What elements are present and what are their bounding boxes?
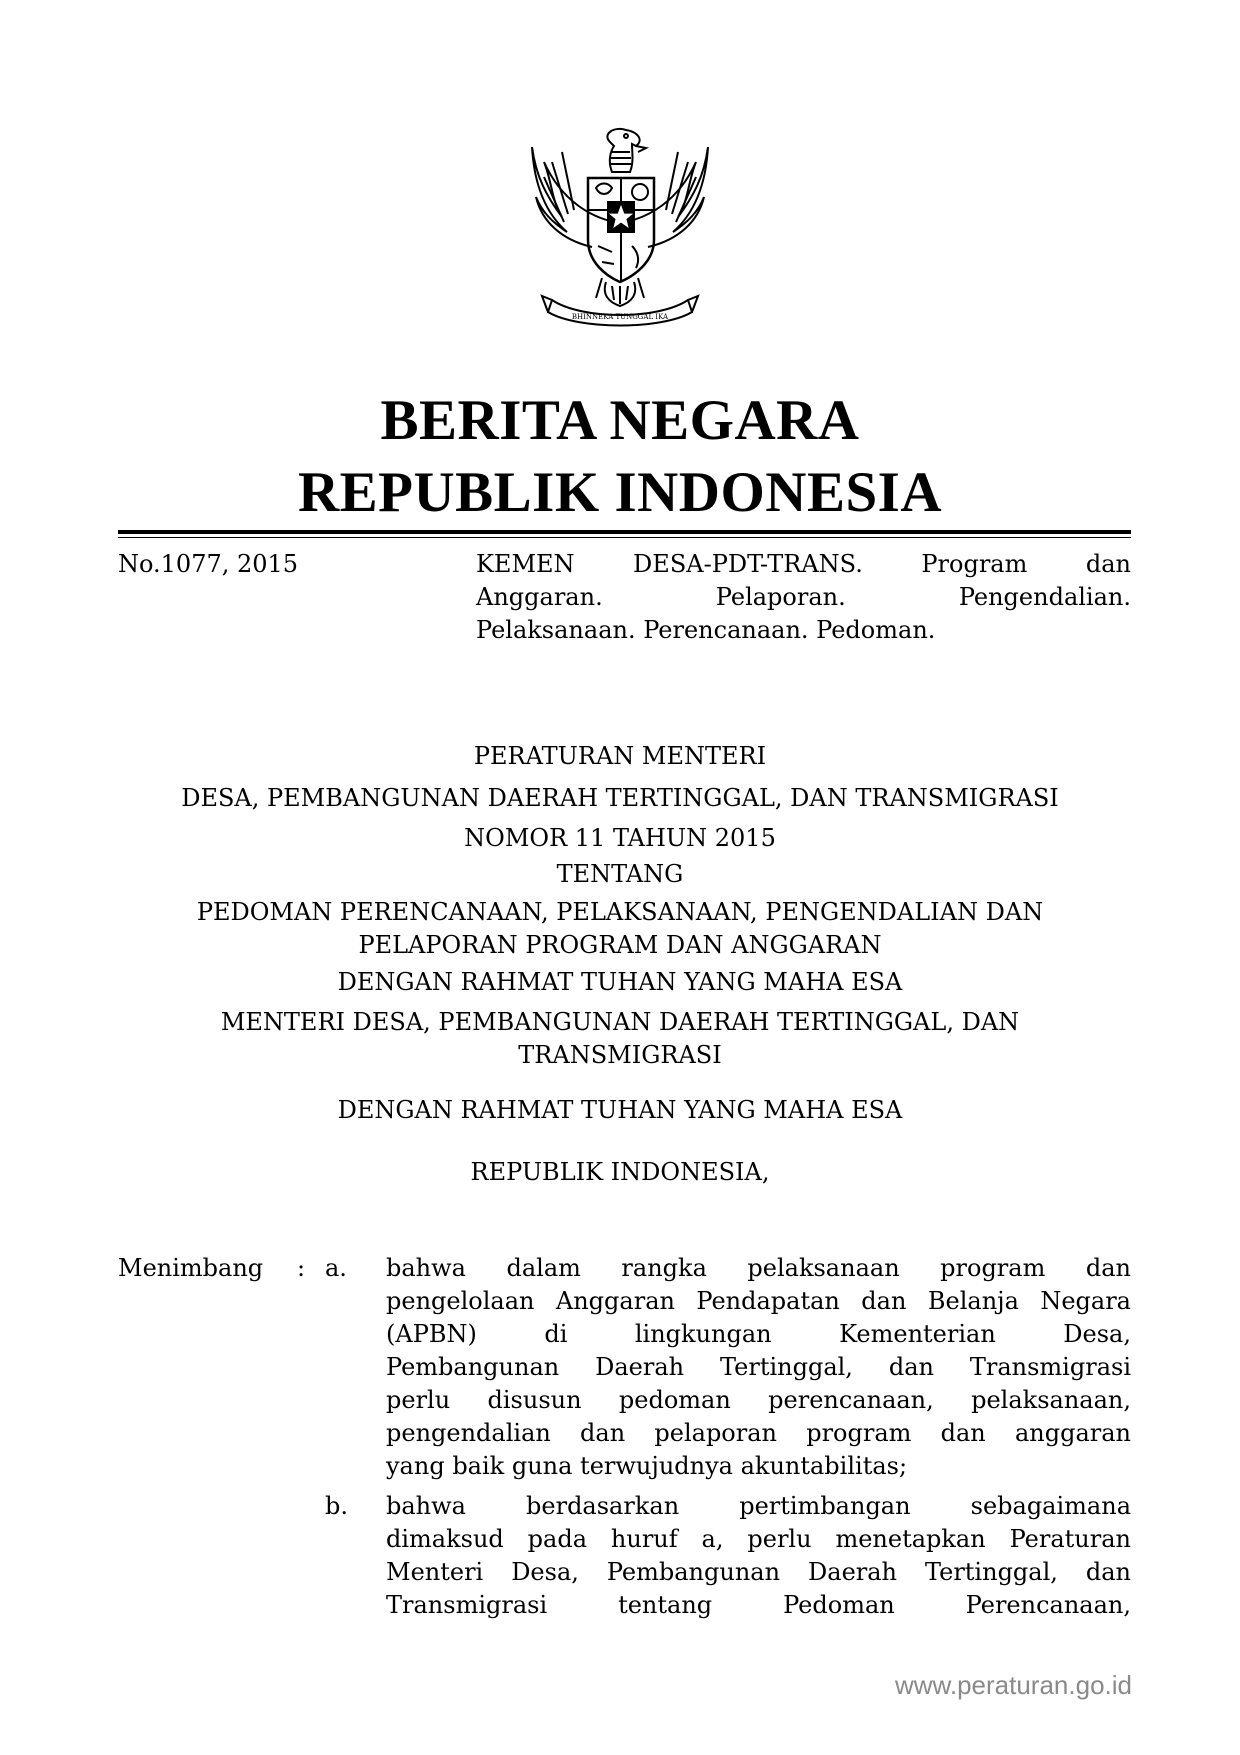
- item-line: Transmigrasi tentang Pedoman Perencanaan,: [386, 1591, 1131, 1619]
- summary-line: Pelaksanaan. Perencanaan. Pedoman.: [476, 616, 936, 644]
- menimbang-label: Menimbang: [118, 1254, 264, 1282]
- summary-line: KEMEN DESA-PDT-TRANS. Program dan: [476, 550, 1131, 578]
- item-line: (APBN) di lingkungan Kementerian Desa,: [386, 1320, 1131, 1348]
- item-text-b: [386, 1490, 1131, 1622]
- item-line: Pembangunan Daerah Tertinggal, dan Transmigrasi: [386, 1353, 1131, 1381]
- regulation-number: NOMOR 11 TAHUN 2015: [464, 824, 776, 852]
- invocation-repeat: DENGAN RAHMAT TUHAN YANG MAHA ESA: [337, 1096, 903, 1124]
- subject-line-2: PELAPORAN PROGRAM DAN ANGGARAN: [358, 931, 882, 959]
- invocation: DENGAN RAHMAT TUHAN YANG MAHA ESA: [337, 968, 903, 996]
- svg-text:BHINNEKA TUNGGAL IKA: BHINNEKA TUNGGAL IKA: [571, 313, 669, 321]
- subject-line-1: PEDOMAN PERENCANAAN, PELAKSANAAN, PENGENDALIAN DAN: [196, 898, 1044, 926]
- masthead-line-1: BERITA NEGARA: [380, 389, 860, 452]
- gazette-summary: [476, 548, 1131, 647]
- masthead-rule-thin: [118, 537, 1131, 538]
- item-line: perlu disusun pedoman perencanaan, pelaksanaan,: [386, 1386, 1131, 1414]
- item-line: bahwa dalam rangka pelaksanaan program dan: [386, 1254, 1131, 1282]
- regulation-type: PERATURAN MENTERI: [473, 742, 767, 770]
- item-letter-b: b.: [325, 1492, 348, 1520]
- menimbang-colon: :: [297, 1254, 306, 1282]
- tentang-label: TENTANG: [556, 860, 684, 888]
- minister-line-2: TRANSMIGRASI: [518, 1041, 722, 1069]
- item-letter-a: a.: [325, 1254, 347, 1282]
- item-line: pengelolaan Anggaran Pendapatan dan Belanja Negara: [386, 1287, 1131, 1315]
- minister-title: [140, 1006, 1100, 1072]
- item-line: dimaksud pada huruf a, perlu menetapkan Peraturan: [386, 1525, 1131, 1553]
- garuda-pancasila-emblem-icon: [522, 122, 718, 334]
- item-line: yang baik guna terwujudnya akuntabilitas;: [386, 1452, 908, 1480]
- regulation-subject: [140, 896, 1100, 962]
- gazette-number: No.1077, 2015: [118, 550, 299, 578]
- masthead-rule-thick: [118, 530, 1131, 534]
- republic-label: REPUBLIK INDONESIA,: [470, 1158, 770, 1186]
- summary-line: Anggaran. Pelaporan. Pengendalian.: [476, 583, 1131, 611]
- minister-line-1: MENTERI DESA, PEMBANGUNAN DAERAH TERTINGGAL, DAN: [220, 1008, 1020, 1036]
- item-line: pengendalian dan pelaporan program dan anggaran: [386, 1419, 1131, 1447]
- item-line: bahwa berdasarkan pertimbangan sebagaimana: [386, 1492, 1131, 1520]
- item-line: Menteri Desa, Pembangunan Daerah Tertinggal, dan: [386, 1558, 1131, 1586]
- item-text-a: [386, 1252, 1131, 1483]
- masthead-line-2: REPUBLIK INDONESIA: [297, 461, 943, 524]
- ministry-name: DESA, PEMBANGUNAN DAERAH TERTINGGAL, DAN TRANSMIGRASI: [181, 784, 1059, 812]
- footer-watermark: www.peraturan.go.id: [894, 1670, 1132, 1700]
